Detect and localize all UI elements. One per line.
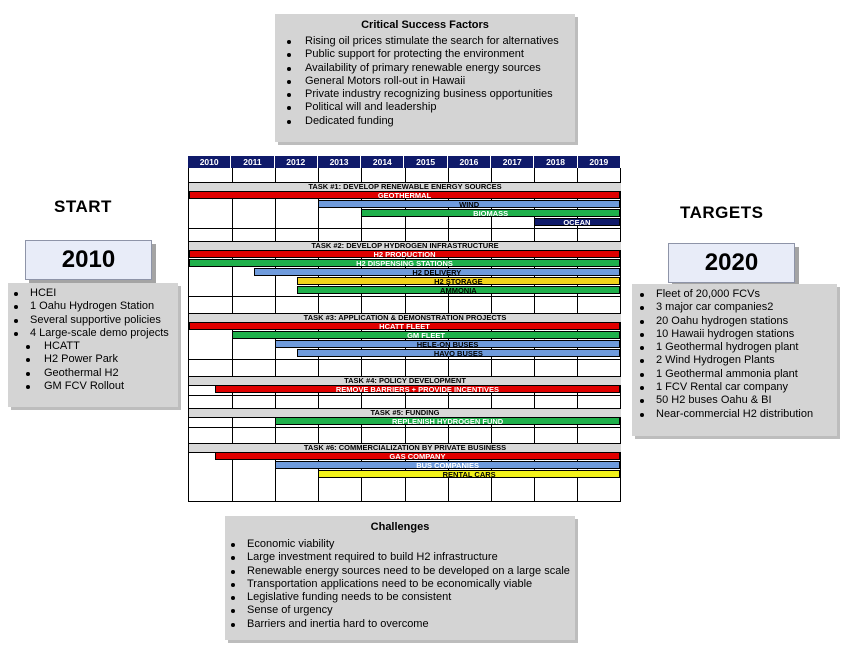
task-bar: RENTAL CARS <box>318 470 620 478</box>
task-header: TASK #3: APPLICATION & DEMONSTRATION PROJECTS <box>189 313 621 323</box>
task-header: TASK #5: FUNDING <box>189 408 621 418</box>
task-bar: WIND <box>318 200 620 208</box>
list-item: Public support for protecting the environment <box>305 48 575 61</box>
list-item: Political will and leadership <box>305 101 575 114</box>
task-header: TASK #6: COMMERCIALIZATION BY PRIVATE BUSINESS <box>189 443 621 453</box>
list-item: 2 Wind Hydrogen Plants <box>656 354 837 367</box>
task-bar: H2 STORAGE <box>297 277 620 285</box>
targets-label: TARGETS <box>680 203 764 222</box>
grid-row-line <box>189 296 620 297</box>
list-item: H2 Power Park <box>30 353 178 366</box>
year-label: 2012 <box>275 156 318 168</box>
roadmap-gantt <box>188 156 620 501</box>
csf-title: Critical Success Factors <box>361 19 489 31</box>
task-bar: HELE-ON BUSES <box>275 340 620 348</box>
year-label: 2013 <box>318 156 361 168</box>
list-item: Geothermal H2 <box>30 367 178 380</box>
list-item: Sense of urgency <box>247 604 575 617</box>
year-label: 2011 <box>231 156 274 168</box>
list-item: Large investment required to build H2 infrastructure <box>247 551 575 564</box>
task-header: TASK #1: DEVELOP RENEWABLE ENERGY SOURCES <box>189 182 621 192</box>
targets-list-box <box>632 284 837 436</box>
list-item: 20 Oahu hydrogen stations <box>656 315 837 328</box>
target-year: 2020 <box>668 243 795 283</box>
list-item: Renewable energy sources need to be developed on a large scale <box>247 565 575 578</box>
task-bar: AMMONIA <box>297 286 620 294</box>
start-year: 2010 <box>25 240 152 280</box>
list-item: 10 Hawaii hydrogen stations <box>656 328 837 341</box>
task-bar: HCATT FLEET <box>189 322 620 330</box>
list-item: Dedicated funding <box>305 115 575 128</box>
list-item: Availability of primary renewable energy sources <box>305 62 575 75</box>
grid-row-line <box>189 427 620 428</box>
list-item: Several supportive policies <box>30 314 178 327</box>
task-header: TASK #2: DEVELOP HYDROGEN INFRASTRUCTURE <box>189 241 621 251</box>
grid-row-line <box>189 359 620 360</box>
challenges-list <box>225 538 575 631</box>
list-item: 1 Geothermal ammonia plant <box>656 368 837 381</box>
task-bar: H2 DISPENSING STATIONS <box>189 259 620 267</box>
task-bar: REMOVE BARRIERS + PROVIDE INCENTIVES <box>215 385 620 393</box>
list-item: Economic viability <box>247 538 575 551</box>
year-label: 2019 <box>589 157 609 167</box>
task-bar: GM FLEET <box>232 331 620 339</box>
task-bar: HAVO BUSES <box>297 349 620 357</box>
start-list <box>8 287 178 393</box>
list-item: Barriers and inertia hard to overcome <box>247 618 575 631</box>
challenges-box <box>225 516 575 640</box>
grid-row-line <box>189 228 620 229</box>
challenges-title: Challenges <box>370 521 430 533</box>
task-bar: REPLENISH HYDROGEN FUND <box>275 417 620 425</box>
task-bar: H2 DELIVERY <box>254 268 620 276</box>
task-bar: OCEAN <box>534 218 620 226</box>
list-item: HCEI <box>30 287 178 300</box>
list-item: General Motors roll-out in Hawaii <box>305 75 575 88</box>
list-item: Transportation applications need to be economically viable <box>247 578 575 591</box>
list-item: 1 Geothermal hydrogen plant <box>656 341 837 354</box>
list-item: Near-commercial H2 distribution <box>656 408 837 421</box>
year-header <box>188 156 620 168</box>
list-item: 3 major car companies2 <box>656 301 837 314</box>
year-label: 2015 <box>404 156 447 168</box>
list-item: HCATT <box>30 340 178 353</box>
csf-list <box>275 35 575 128</box>
targets-list <box>632 288 837 421</box>
list-item: 4 Large-scale demo projects <box>30 327 178 340</box>
start-list-box <box>8 283 178 407</box>
list-item: 1 Oahu Hydrogen Station <box>30 300 178 313</box>
list-item: 50 H2 buses Oahu & BI <box>656 394 837 407</box>
list-item: Fleet of 20,000 FCVs <box>656 288 837 301</box>
list-item: Rising oil prices stimulate the search for alternatives <box>305 35 575 48</box>
gantt-grid <box>188 168 621 502</box>
year-label: 2017 <box>491 156 534 168</box>
start-label: START <box>54 197 112 216</box>
task-bar: BIOMASS <box>361 209 620 217</box>
critical-success-factors-box <box>275 14 575 142</box>
task-header: TASK #4: POLICY DEVELOPMENT <box>189 376 621 386</box>
list-item: Legislative funding needs to be consistent <box>247 591 575 604</box>
year-label: 2016 <box>448 156 491 168</box>
grid-row-line <box>189 395 620 396</box>
task-bar: BUS COMPANIES <box>275 461 620 469</box>
year-label: 2018 <box>534 156 577 168</box>
task-bar: H2 PRODUCTION <box>189 250 620 258</box>
list-item: Private industry recognizing business opportunities <box>305 88 575 101</box>
list-item: 1 FCV Rental car company <box>656 381 837 394</box>
year-label: 2014 <box>361 156 404 168</box>
task-bar: GAS COMPANY <box>215 452 620 460</box>
list-item: GM FCV Rollout <box>30 380 178 393</box>
task-bar: GEOTHERMAL <box>189 191 620 199</box>
year-label: 2010 <box>188 156 231 168</box>
